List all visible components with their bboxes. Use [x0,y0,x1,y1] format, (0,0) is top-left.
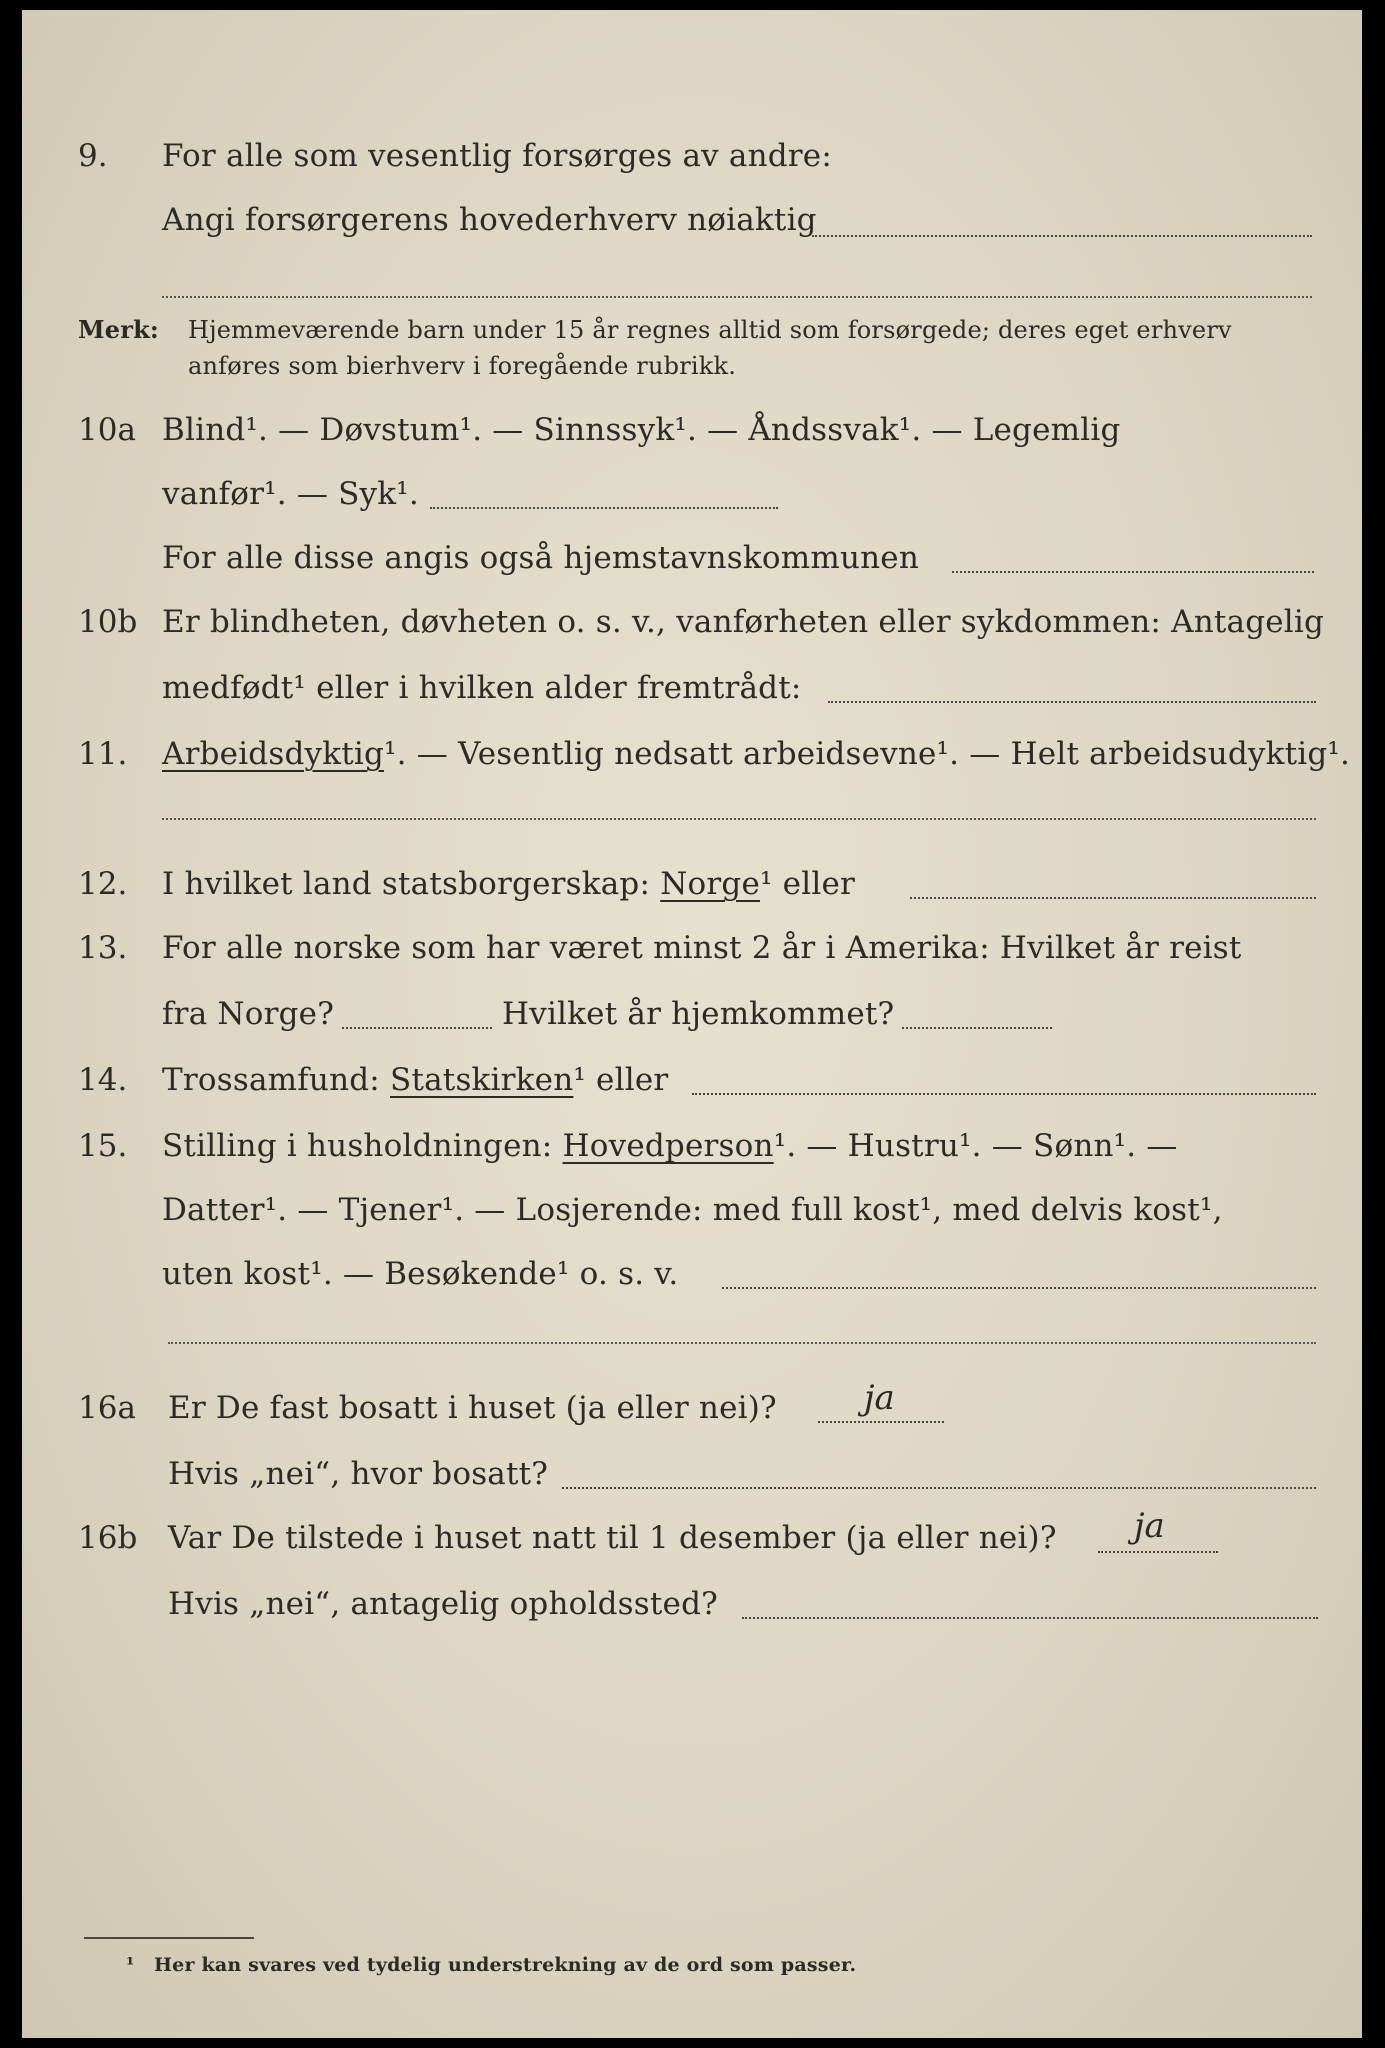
note-text: anføres som bierhverv i foregående rubrikk. [188,352,737,380]
selected-option: Statskirken [390,1062,574,1098]
question-15 [22,1118,1362,1174]
footnote-mark: ¹ [126,1954,135,1976]
selected-option: Hovedperson [562,1128,774,1164]
question-number: 11. [78,736,128,772]
answer-line[interactable] [692,1093,1316,1095]
question-text: Var De tilstede i huset natt til 1 desember (ja eller nei)? [168,1520,1057,1556]
question-text: Er De fast bosatt i huset (ja eller nei)? [168,1390,777,1426]
answer-line[interactable] [952,571,1314,573]
question-number: 14. [78,1062,128,1098]
question-text: Hvis „nei“, antagelig opholdssted? [168,1586,718,1622]
question-text: Trossamfund: Statskirken¹ eller [162,1062,669,1098]
question-text: fra Norge? [162,996,335,1032]
question-text: I hvilket land statsborgerskap: Norge¹ eller [162,866,856,902]
question-text: For alle som vesentlig forsørges av andre: [162,138,832,174]
question-text: Stilling i husholdningen: Hovedperson¹. — Hustru¹. — Sønn¹. — [162,1128,1178,1164]
footnote-text: Her kan svares ved tydelig understrekning av de ord som passer. [154,1954,857,1976]
question-text: Er blindheten, døvheten o. s. v., vanførheten eller sykdommen: Antagelig [162,604,1325,640]
question-number: 9. [78,138,108,174]
question-number: 16a [78,1390,136,1426]
answer-line[interactable] [818,1421,944,1423]
question-13-line2 [22,986,1362,1042]
question-9-sub [22,192,1362,248]
answer-line[interactable] [562,1487,1316,1489]
question-number: 13. [78,930,128,966]
answer-line[interactable] [910,897,1316,899]
question-number: 10b [78,604,138,640]
option-list: ¹. — Vesentlig nedsatt arbeidsevne¹. — Helt arbeidsudyktig¹. [384,736,1351,772]
question-text: For alle norske som har været minst 2 år i Amerika: Hvilket år reist [162,930,1242,966]
question-10a-line3 [22,530,1362,586]
answer-line[interactable] [902,1027,1052,1029]
answer-line[interactable] [812,235,1312,237]
question-16b [22,1506,1362,1566]
answer-line[interactable] [342,1027,492,1029]
note-label: Merk: [78,315,159,344]
question-13 [22,920,1362,976]
question-text: vanfør¹. — Syk¹. [162,476,419,512]
footnote-rule [84,1937,254,1939]
question-text: Angi forsørgerens hovederhverv nøiaktig [162,202,817,238]
question-number: 16b [78,1520,138,1556]
handwritten-answer: ja [1134,1506,1165,1546]
question-text: Hvilket år hjemkommet? [502,996,895,1032]
answer-line[interactable] [430,507,778,509]
question-text: uten kost¹. — Besøkende¹ o. s. v. [162,1256,679,1292]
question-text: medfødt¹ eller i hvilken alder fremtrådt: [162,670,802,706]
question-9 [22,128,1362,184]
selected-option: Norge [660,866,760,902]
question-15-line2 [22,1182,1362,1238]
handwritten-answer: ja [864,1378,895,1418]
answer-line[interactable] [1098,1551,1218,1553]
question-text: For alle disse angis også hjemstavnskommunen [162,540,919,576]
census-form-page [22,10,1362,2038]
question-10b [22,594,1362,650]
question-16a [22,1380,1362,1436]
answer-line[interactable] [742,1617,1318,1619]
answer-line[interactable] [828,701,1316,703]
question-12 [22,856,1362,912]
question-number: 15. [78,1128,128,1164]
answer-line[interactable] [168,1342,1316,1344]
question-text [162,726,1350,782]
question-16a-line2 [22,1446,1362,1502]
answer-line[interactable] [162,296,1312,298]
selected-option: Arbeidsdyktig [162,736,385,772]
question-10b-line2 [22,660,1362,716]
question-16b-line2 [22,1576,1362,1632]
question-text: Datter¹. — Tjener¹. — Losjerende: med full kost¹, med delvis kost¹, [162,1192,1223,1228]
question-text: Blind¹. — Døvstum¹. — Sinnssyk¹. — Åndssvak¹. — Legemlig [162,412,1121,448]
question-text: Hvis „nei“, hvor bosatt? [168,1456,549,1492]
question-number: 10a [78,412,136,448]
question-number: 12. [78,866,128,902]
question-10a [22,402,1362,458]
answer-line[interactable] [722,1287,1316,1289]
note-text: Hjemmeværende barn under 15 år regnes alltid som forsørgede; deres eget erhverv [188,316,1232,344]
question-15-line3 [22,1246,1362,1302]
question-10a-line2 [22,466,1362,522]
question-14 [22,1052,1362,1108]
answer-line[interactable] [162,818,1316,820]
question-11 [22,726,1362,782]
